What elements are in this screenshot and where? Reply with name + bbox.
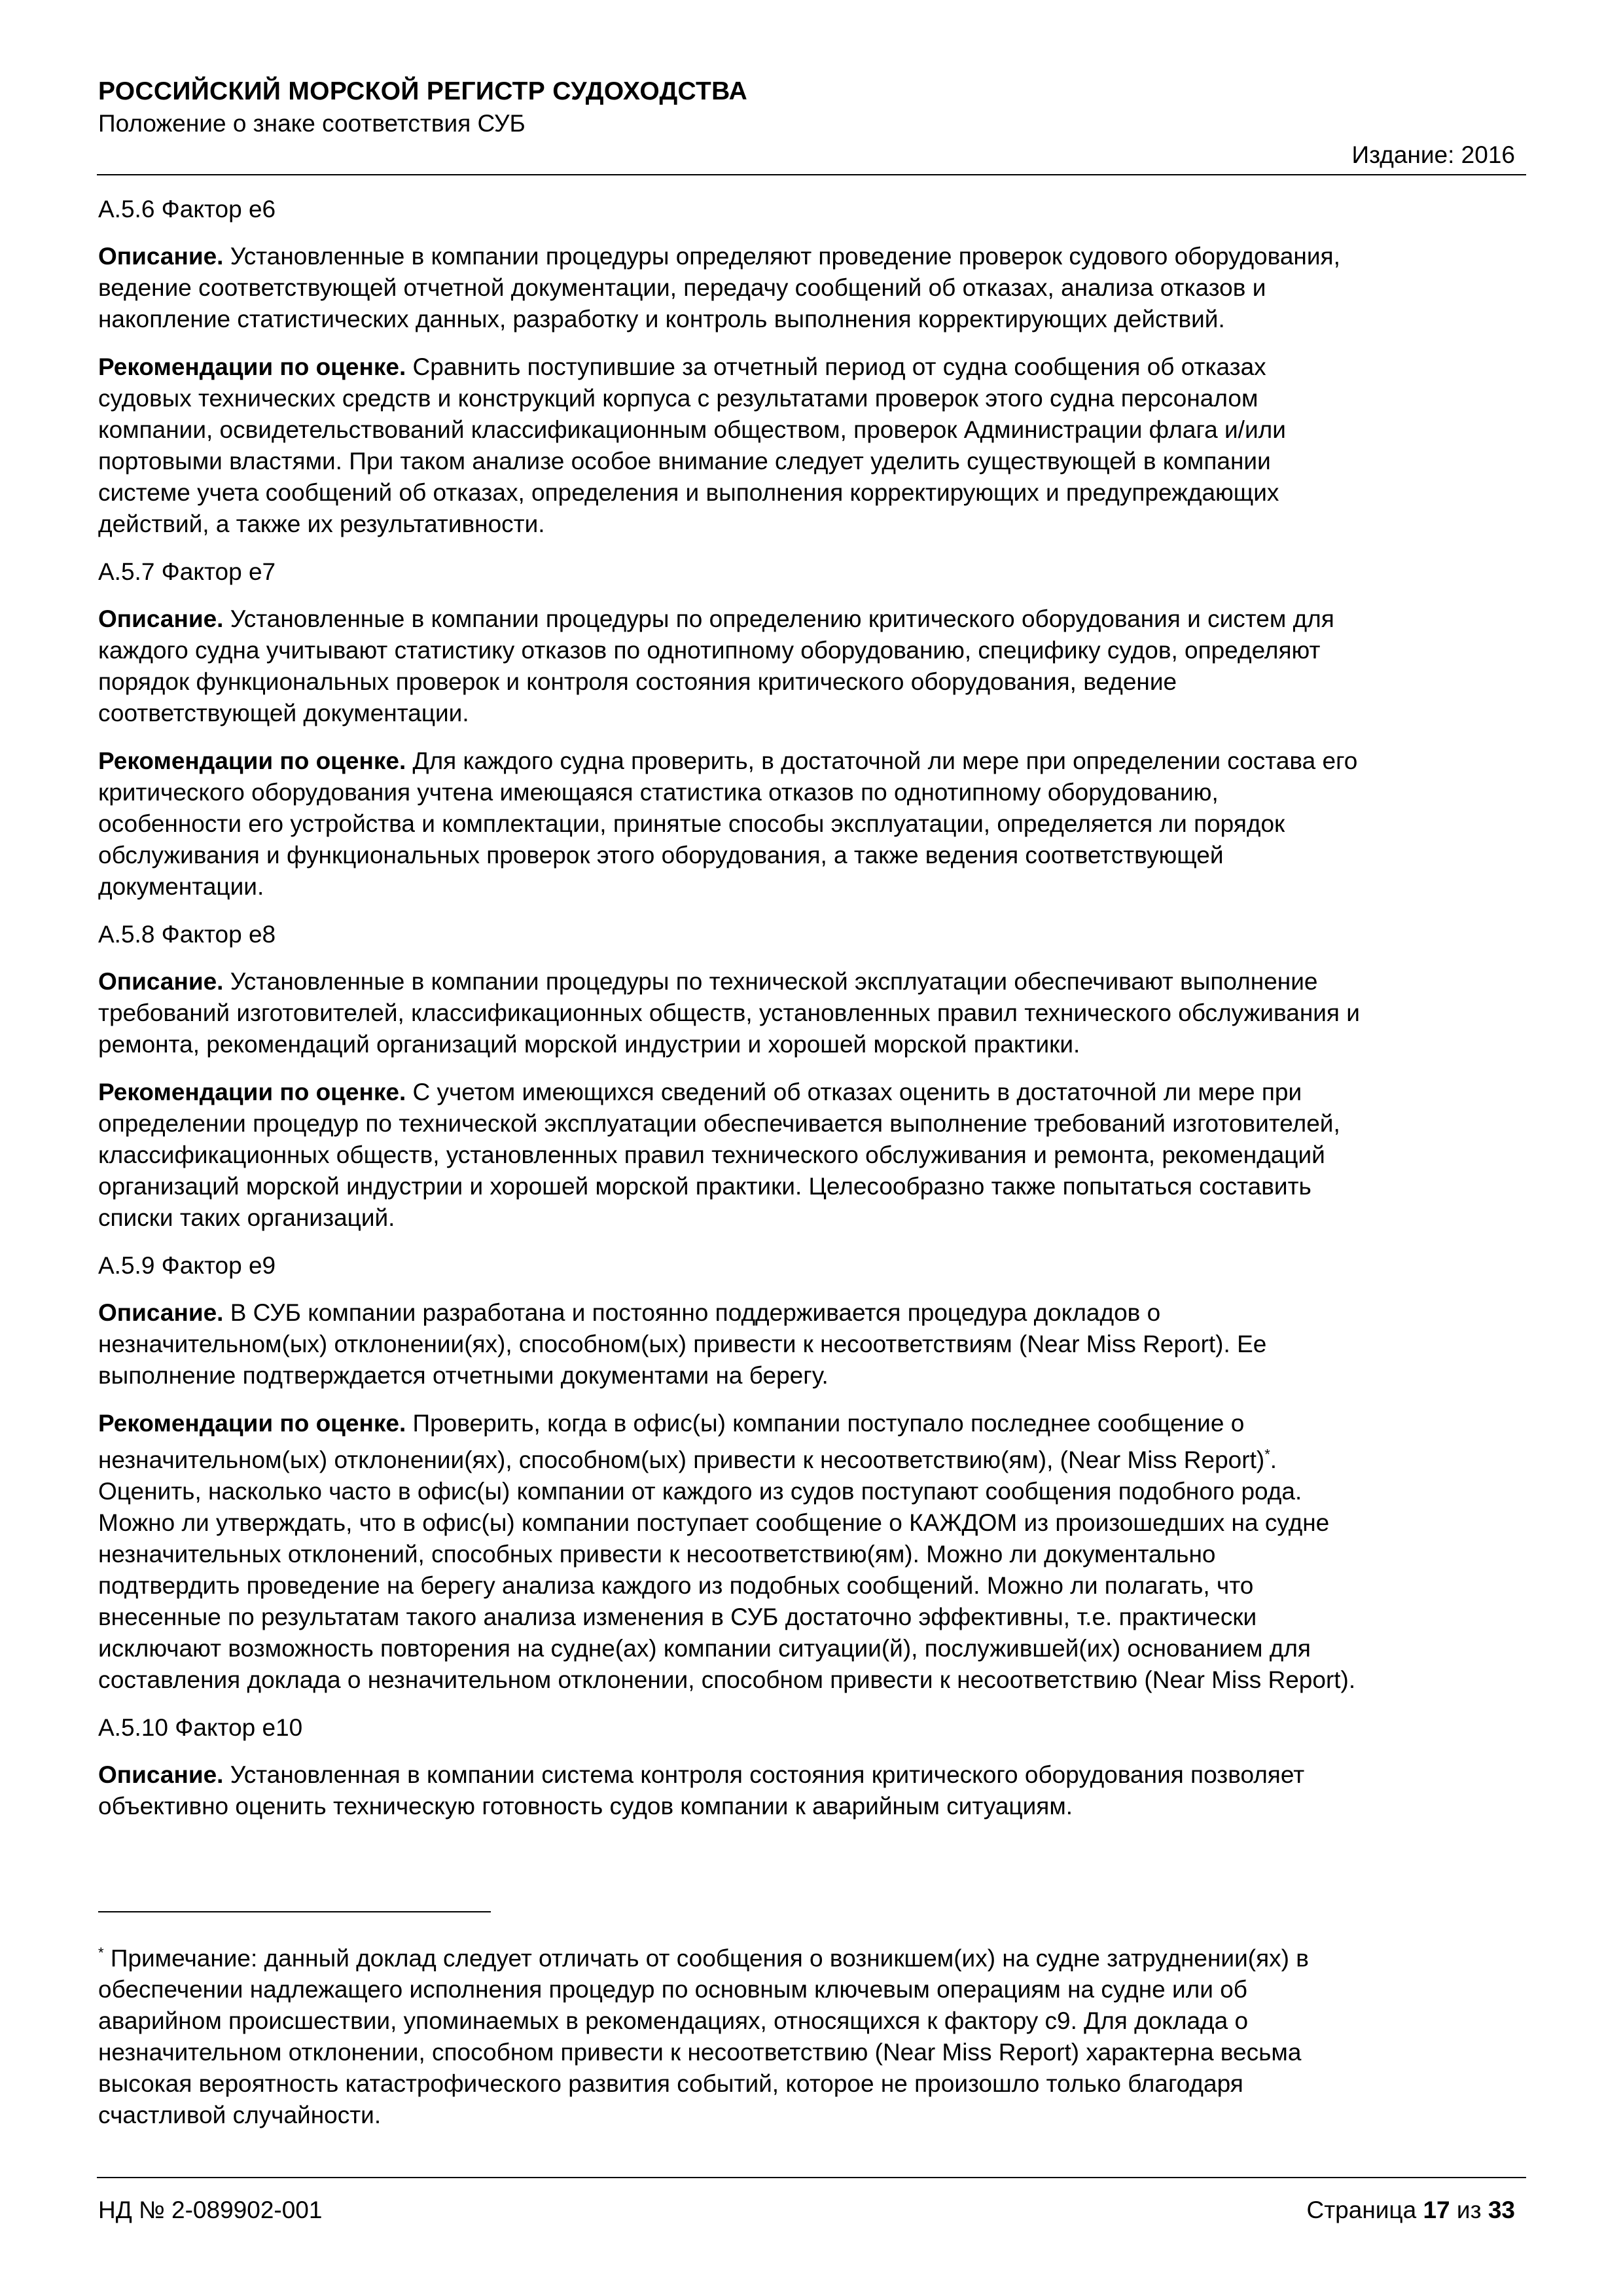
footnote-divider (98, 1911, 491, 1912)
description-paragraph (98, 241, 1538, 335)
recommendation-line: системе учета сообщений об отказах, определения и выполнения корректирующих и предупреждающих (98, 479, 1279, 506)
recommendation-line: списки таких организаций. (98, 1204, 395, 1231)
section-heading: A.5.6 Фактор e6 (98, 196, 276, 223)
footnote-marker: * (98, 1945, 104, 1961)
footnote-line: Примечание: данный доклад следует отличать от сообщения о возникшем(их) на судне затруднении(ях) в (110, 1945, 1309, 1972)
organization-name: РОССИЙСКИЙ МОРСКОЙ РЕГИСТР СУДОХОДСТВА (98, 77, 748, 105)
description-label: Описание. (98, 968, 224, 995)
description-line: объективно оценить техническую готовность судов компании к аварийным ситуациям. (98, 1793, 1073, 1820)
recommendation-paragraph (98, 745, 1538, 903)
description-label: Описание. (98, 1299, 224, 1326)
footnote-marker: * (1264, 1446, 1270, 1463)
footnote-line: аварийном происшествии, упоминаемых в рекомендациях, относящихся к фактору c9. Для доклада о (98, 2007, 1249, 2035)
footnote-line: обеспечении надлежащего исполнения процедур по основным ключевым операциям на судне или об (98, 1976, 1248, 2003)
recommendation-line: особенности его устройства и комплектации, принятые способы эксплуатации, определяется ли порядок (98, 810, 1285, 837)
description-line: В СУБ компании разработана и постоянно поддерживается процедура докладов о (230, 1299, 1161, 1326)
description-label: Описание. (98, 243, 224, 270)
page-indicator (1307, 2197, 1516, 2224)
recommendation-line: критического оборудования учтена имеющаяся статистика отказов по однотипному оборудованию, (98, 779, 1219, 806)
recommendation-line: организаций морской индустрии и хорошей морской практики. Целесообразно также попытаться составить (98, 1173, 1311, 1200)
footnote-line: счастливой случайности. (98, 2102, 382, 2129)
recommendation-line: С учетом имеющихся сведений об отказах оценить в достаточной ли мере при (412, 1079, 1302, 1105)
recommendation-line: судовых технических средств и конструкций корпуса с результатами проверок этого судна персоналом (98, 385, 1258, 412)
description-line: порядок функциональных проверок и контроля состояния критического оборудования, ведение (98, 668, 1177, 695)
description-line: выполнение подтверждается отчетными документами на берегу. (98, 1362, 829, 1389)
document-body (98, 194, 1538, 1839)
section-heading: A.5.8 Фактор e8 (98, 921, 276, 948)
recommendation-label: Рекомендации по оценке. (98, 1410, 406, 1437)
recommendation-line: подтвердить проведение на берегу анализа каждого из подобных сообщений. Можно ли полагать, что (98, 1572, 1254, 1600)
footnote-line: незначительном отклонении, способном привести к несоответствию (Near Miss Report) характерна весьма (98, 2039, 1302, 2066)
page-prefix: Страница (1306, 2197, 1417, 2223)
recommendation-label: Рекомендации по оценке. (98, 353, 406, 380)
recommendation-line: незначительном(ых) отклонении(ях), способном(ых) привести к несоответствию(ям), (Near Miss Report)*. (98, 1446, 1277, 1474)
recommendation-paragraph (98, 1077, 1538, 1234)
edition-label: Издание: 2016 (1351, 141, 1515, 168)
description-line: накопление статистических данных, разработку и контроль выполнения корректирующих действий. (98, 306, 1225, 332)
section-heading: A.5.9 Фактор e9 (98, 1252, 276, 1279)
description-label: Описание. (98, 1761, 224, 1789)
description-line: соответствующей документации. (98, 700, 469, 726)
recommendation-line: классификационных обществ, установленных правил технического обслуживания и ремонта, рекомендаций (98, 1141, 1325, 1168)
recommendation-line: документации. (98, 873, 264, 900)
description-line: Установленная в компании система контроля состояния критического оборудования позволяет (230, 1761, 1305, 1789)
recommendation-line: составления доклада о незначительном отклонении, способном привести к несоответствию (Near Miss Report). (98, 1666, 1356, 1694)
description-line: требований изготовителей, классификационных обществ, установленных правил технического обслуживания и (98, 999, 1360, 1026)
recommendation-line: Проверить, когда в офис(ы) компании поступало последнее сообщение о (412, 1410, 1245, 1437)
footnote-line: высокая вероятность катастрофического развития событий, которое не произошло только благодаря (98, 2070, 1243, 2098)
description-paragraph (98, 966, 1538, 1060)
description-line: ремонта, рекомендаций организаций морской индустрии и хорошей морской практики. (98, 1031, 1080, 1058)
description-line: ведение соответствующей отчетной документации, передачу сообщений об отказах, анализа отказов и (98, 274, 1266, 301)
recommendation-paragraph (98, 351, 1538, 540)
document-number: НД № 2-089902-001 (98, 2197, 323, 2223)
recommendation-line: действий, а также их результативности. (98, 511, 545, 537)
description-line: Установленные в компании процедуры по технической эксплуатации обеспечивают выполнение (230, 968, 1318, 995)
recommendation-paragraph (98, 1408, 1538, 1696)
description-paragraph (98, 1759, 1538, 1822)
description-line: Установленные в компании процедуры по определению критического оборудования и систем для (230, 605, 1334, 632)
recommendation-line: исключают возможность повторения на судне(ах) компании ситуации(й), послужившей(их) основанием для (98, 1635, 1311, 1662)
recommendation-label: Рекомендации по оценке. (98, 747, 406, 774)
description-line: каждого судна учитывают статистику отказов по однотипному оборудованию, специфику судов, определяют (98, 637, 1321, 664)
page-mid: из (1456, 2197, 1482, 2223)
description-paragraph (98, 1297, 1538, 1391)
recommendation-line: Можно ли утверждать, что в офис(ы) компании поступает сообщение о КАЖДОМ из произошедших на судне (98, 1509, 1330, 1537)
recommendation-line: определении процедур по технической эксплуатации обеспечивается выполнение требований изготовителей, (98, 1110, 1340, 1137)
description-label: Описание. (98, 605, 224, 632)
recommendation-line: незначительных отклонений, способных привести к несоответствию(ям). Можно ли документально (98, 1541, 1216, 1568)
recommendation-line: внесенные по результатам такого анализа изменения в СУБ достаточно эффективны, т.е. практически (98, 1604, 1257, 1631)
recommendation-line: портовыми властями. При таком анализе особое внимание следует уделить существующей в компании (98, 448, 1271, 475)
footnote (98, 1937, 1538, 2131)
section-heading: A.5.7 Фактор e7 (98, 558, 276, 585)
section-heading: A.5.10 Фактор e10 (98, 1714, 303, 1742)
description-line: незначительном(ых) отклонении(ях), способном(ых) привести к несоответствиям (Near Miss Report). Ее (98, 1331, 1267, 1357)
recommendation-label: Рекомендации по оценке. (98, 1079, 406, 1105)
page-current: 17 (1423, 2197, 1450, 2223)
recommendation-line: Для каждого судна проверить, в достаточной ли мере при определении состава его (412, 747, 1358, 774)
recommendation-line: Оценить, насколько часто в офис(ы) компании от каждого из судов поступают сообщения подобного рода. (98, 1478, 1302, 1505)
recommendation-line: Сравнить поступившие за отчетный период от судна сообщения об отказах (412, 353, 1266, 380)
header-divider (97, 174, 1526, 175)
footer-divider (97, 2177, 1526, 2178)
recommendation-line: компании, освидетельствований классификационным обществом, проверок Администрации флага и/или (98, 416, 1286, 443)
recommendation-line: обслуживания и функциональных проверок этого оборудования, а также ведения соответствующей (98, 842, 1224, 869)
description-line: Установленные в компании процедуры определяют проведение проверок судового оборудования, (230, 243, 1340, 270)
description-paragraph (98, 603, 1538, 729)
page-total: 33 (1488, 2197, 1515, 2223)
document-subtitle: Положение о знаке соответствия СУБ (98, 110, 526, 137)
